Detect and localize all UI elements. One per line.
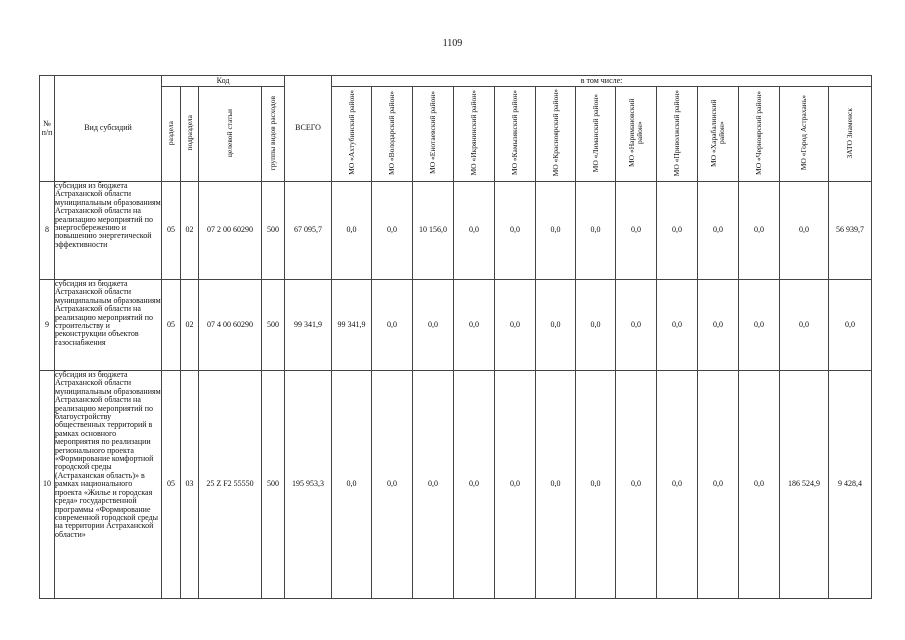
row-value: 0,0 (536, 182, 576, 280)
header-code-col: группы видов расходов (262, 87, 285, 182)
row-value: 0,0 (372, 182, 413, 280)
header-total: ВСЕГО (285, 76, 332, 182)
row-value: 0,0 (576, 182, 616, 280)
row-group: 500 (262, 182, 285, 280)
row-value: 0,0 (536, 280, 576, 371)
row-value: 0,0 (657, 280, 698, 371)
row-num: 8 (40, 182, 55, 280)
header-district: ЗАТО Знаменск (829, 87, 872, 182)
row-value: 0,0 (536, 371, 576, 599)
row-value: 9 428,4 (829, 371, 872, 599)
header-district: МО «Енотаевский район» (413, 87, 454, 182)
header-district: МО «Лиманский район» (576, 87, 616, 182)
row-value: 0,0 (454, 371, 495, 599)
row-value: 0,0 (495, 280, 536, 371)
row-value: 0,0 (454, 280, 495, 371)
header-district: МО «Город Астрахань» (780, 87, 829, 182)
row-num: 10 (40, 371, 55, 599)
header-district: МО «Наримановский район» (616, 87, 657, 182)
row-value: 0,0 (657, 371, 698, 599)
row-num: 9 (40, 280, 55, 371)
row-total: 67 095,7 (285, 182, 332, 280)
row-value: 186 524,9 (780, 371, 829, 599)
page-number: 1109 (442, 38, 463, 49)
row-target: 07 2 00 60290 (199, 182, 262, 280)
row-group: 500 (262, 280, 285, 371)
row-value: 0,0 (616, 280, 657, 371)
header-code-col: подраздела (181, 87, 199, 182)
row-target: 07 4 00 60290 (199, 280, 262, 371)
row-subsection: 02 (181, 182, 199, 280)
row-value: 0,0 (780, 280, 829, 371)
row-value: 0,0 (413, 371, 454, 599)
row-section: 05 (162, 280, 181, 371)
header-district: МО «Харабалинский район» (698, 87, 739, 182)
row-value: 0,0 (616, 182, 657, 280)
row-total: 99 341,9 (285, 280, 332, 371)
row-value: 99 341,9 (332, 280, 372, 371)
row-subsection: 02 (181, 280, 199, 371)
row-value: 0,0 (413, 280, 454, 371)
header-district: МО «Икрянинский район» (454, 87, 495, 182)
row-value: 0,0 (739, 371, 780, 599)
table-row (40, 371, 872, 599)
header-code-group: Код (162, 76, 285, 87)
row-total: 195 953,3 (285, 371, 332, 599)
row-description: субсидия из бюджета Астраханской области муниципальным образованиям Астраханской области на реализацию мероприятий по строительству и реконструкции объектов газоснабжения (55, 280, 162, 371)
row-value: 0,0 (739, 280, 780, 371)
row-value: 0,0 (332, 371, 372, 599)
row-value: 0,0 (780, 182, 829, 280)
row-value: 0,0 (657, 182, 698, 280)
table-row (40, 280, 872, 371)
header-district: МО «Черноярский район» (739, 87, 780, 182)
row-value: 0,0 (616, 371, 657, 599)
header-district: МО «Володарский район» (372, 87, 413, 182)
row-section: 05 (162, 182, 181, 280)
row-value: 0,0 (454, 182, 495, 280)
row-value: 0,0 (576, 371, 616, 599)
header-code-col: раздела (162, 87, 181, 182)
row-section: 05 (162, 371, 181, 599)
header-code-col: целевой статьи (199, 87, 262, 182)
header-district: МО «Камызякский район» (495, 87, 536, 182)
row-value: 0,0 (495, 182, 536, 280)
row-value: 0,0 (698, 280, 739, 371)
row-value: 0,0 (495, 371, 536, 599)
header-subsidy-type: Вид субсидий (55, 76, 162, 182)
row-subsection: 03 (181, 371, 199, 599)
header-district: МО «Приволжский район» (657, 87, 698, 182)
row-value: 0,0 (829, 280, 872, 371)
row-target: 25 Z F2 55550 (199, 371, 262, 599)
header-district: МО «Красноярский район» (536, 87, 576, 182)
row-value: 0,0 (698, 182, 739, 280)
row-value: 0,0 (576, 280, 616, 371)
row-value: 0,0 (698, 371, 739, 599)
row-value: 0,0 (739, 182, 780, 280)
header-num: № п/п (40, 76, 55, 182)
header-including: в том числе: (332, 76, 872, 87)
row-value: 0,0 (372, 371, 413, 599)
row-value: 56 939,7 (829, 182, 872, 280)
subsidy-table (39, 75, 872, 599)
header-district: МО «Ахтубинский район» (332, 87, 372, 182)
row-value: 10 156,0 (413, 182, 454, 280)
row-description: субсидия из бюджета Астраханской области муниципальным образованиям Астраханской области на реализацию мероприятий по энергосбережению и повышению энергетической эффективности (55, 182, 162, 280)
table-row (40, 182, 872, 280)
row-description: субсидия из бюджета Астраханской области муниципальным образованиям Астраханской области на реализацию мероприятий по благоустройству общественных территорий в рамках основного мероприятия по реализации регионального проекта «Формирование комфортной городской среды (Астраханская область)» в рамках национального проекта «Жилье и городская среда» государственной программы «Формирование современной городской среды на территории Астраханской области» (55, 371, 162, 599)
row-value: 0,0 (332, 182, 372, 280)
row-value: 0,0 (372, 280, 413, 371)
row-group: 500 (262, 371, 285, 599)
